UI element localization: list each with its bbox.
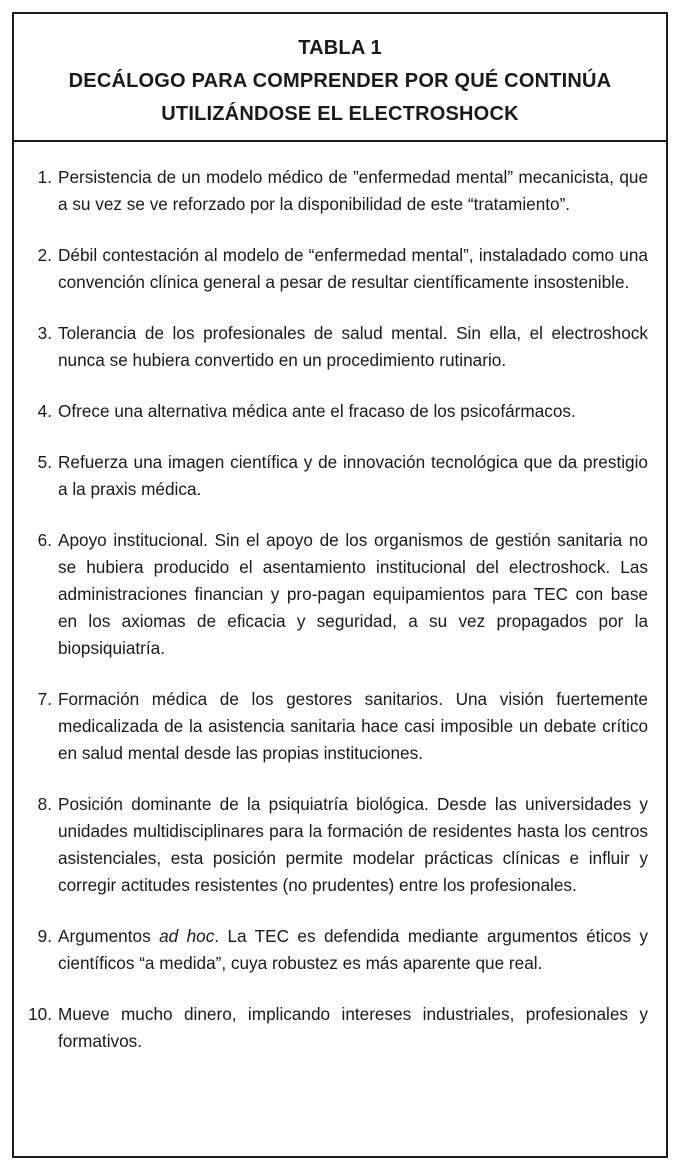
item-text: Ofrece una alternativa médica ante el fracaso de los psicofármacos. xyxy=(58,401,576,421)
item-number: 6. xyxy=(37,530,52,550)
item-text: Mueve mucho dinero, implicando intereses industriales, profesionales y formativos. xyxy=(58,1004,648,1051)
item-number: 2. xyxy=(37,245,52,265)
table-title-line-2: UTILIZÁNDOSE EL ELECTROSHOCK xyxy=(161,103,519,125)
item-text: Persistencia de un modelo médico de ”enfermedad mental” mecanicista, que a su vez se ve reforzado por la disponibilidad de este “tratamiento”. xyxy=(58,167,648,214)
item-number: 4. xyxy=(37,401,52,421)
table-number-title: TABLA 1 xyxy=(298,37,382,59)
list-item xyxy=(28,686,650,767)
item-text-before: Argumentos xyxy=(58,926,160,946)
list-item xyxy=(28,164,650,218)
item-text-after: . La TEC es defendida mediante argumentos éticos y científicos “a medida”, cuya robustez es más aparente que real. xyxy=(58,926,649,973)
table-header xyxy=(14,14,666,142)
list-item xyxy=(28,527,650,662)
item-number: 5. xyxy=(37,452,52,472)
item-text: Apoyo institucional. Sin el apoyo de los organismos de gestión sanitaria no se hubiera producido el asentamiento institucional del electroshock. Las administraciones financian y pro-pagan equipamientos para TEC con base en los axiomas de eficacia y seguridad, a su vez propagados por la biopsiquiatría. xyxy=(58,530,648,658)
decalogue-list xyxy=(14,142,666,1055)
table-title-line-1: DECÁLOGO PARA COMPRENDER POR QUÉ CONTINÚA xyxy=(68,70,612,92)
list-item xyxy=(28,398,650,425)
list-item xyxy=(28,1001,650,1055)
item-text: Formación médica de los gestores sanitarios. Una visión fuertemente medicalizada de la asistencia sanitaria hace casi imposible un debate crítico en salud mental desde las propias instituciones. xyxy=(58,689,648,763)
item-number: 9. xyxy=(37,926,52,946)
item-number: 10. xyxy=(28,1004,52,1024)
item-text: Débil contestación al modelo de “enfermedad mental”, instaladado como una convención clínica general a pesar de resultar científicamente insostenible. xyxy=(58,245,648,292)
item-number: 3. xyxy=(37,323,52,343)
decalogue-table xyxy=(12,12,668,1158)
item-number: 8. xyxy=(37,794,52,814)
item-text: Refuerza una imagen científica y de innovación tecnológica que da prestigio a la praxis médica. xyxy=(58,452,648,499)
list-item xyxy=(28,242,650,296)
list-item xyxy=(28,320,650,374)
list-item xyxy=(28,923,650,977)
item-text: Tolerancia de los profesionales de salud mental. Sin ella, el electroshock nunca se hubiera convertido en un procedimiento rutinario. xyxy=(58,323,648,370)
item-number: 7. xyxy=(37,689,52,709)
item-text: Posición dominante de la psiquiatría biológica. Desde las universidades y unidades multidisciplinares para la formación de residentes hasta los centros asistenciales, esta posición permite modelar prácticas clínicas e influir y corregir actitudes resistentes (no prudentes) entre los profesionales. xyxy=(58,794,648,895)
item-text-italic: ad hoc xyxy=(159,926,215,946)
item-number: 1. xyxy=(37,167,52,187)
list-item xyxy=(28,791,650,899)
item-text xyxy=(58,923,650,977)
list-item xyxy=(28,449,650,503)
